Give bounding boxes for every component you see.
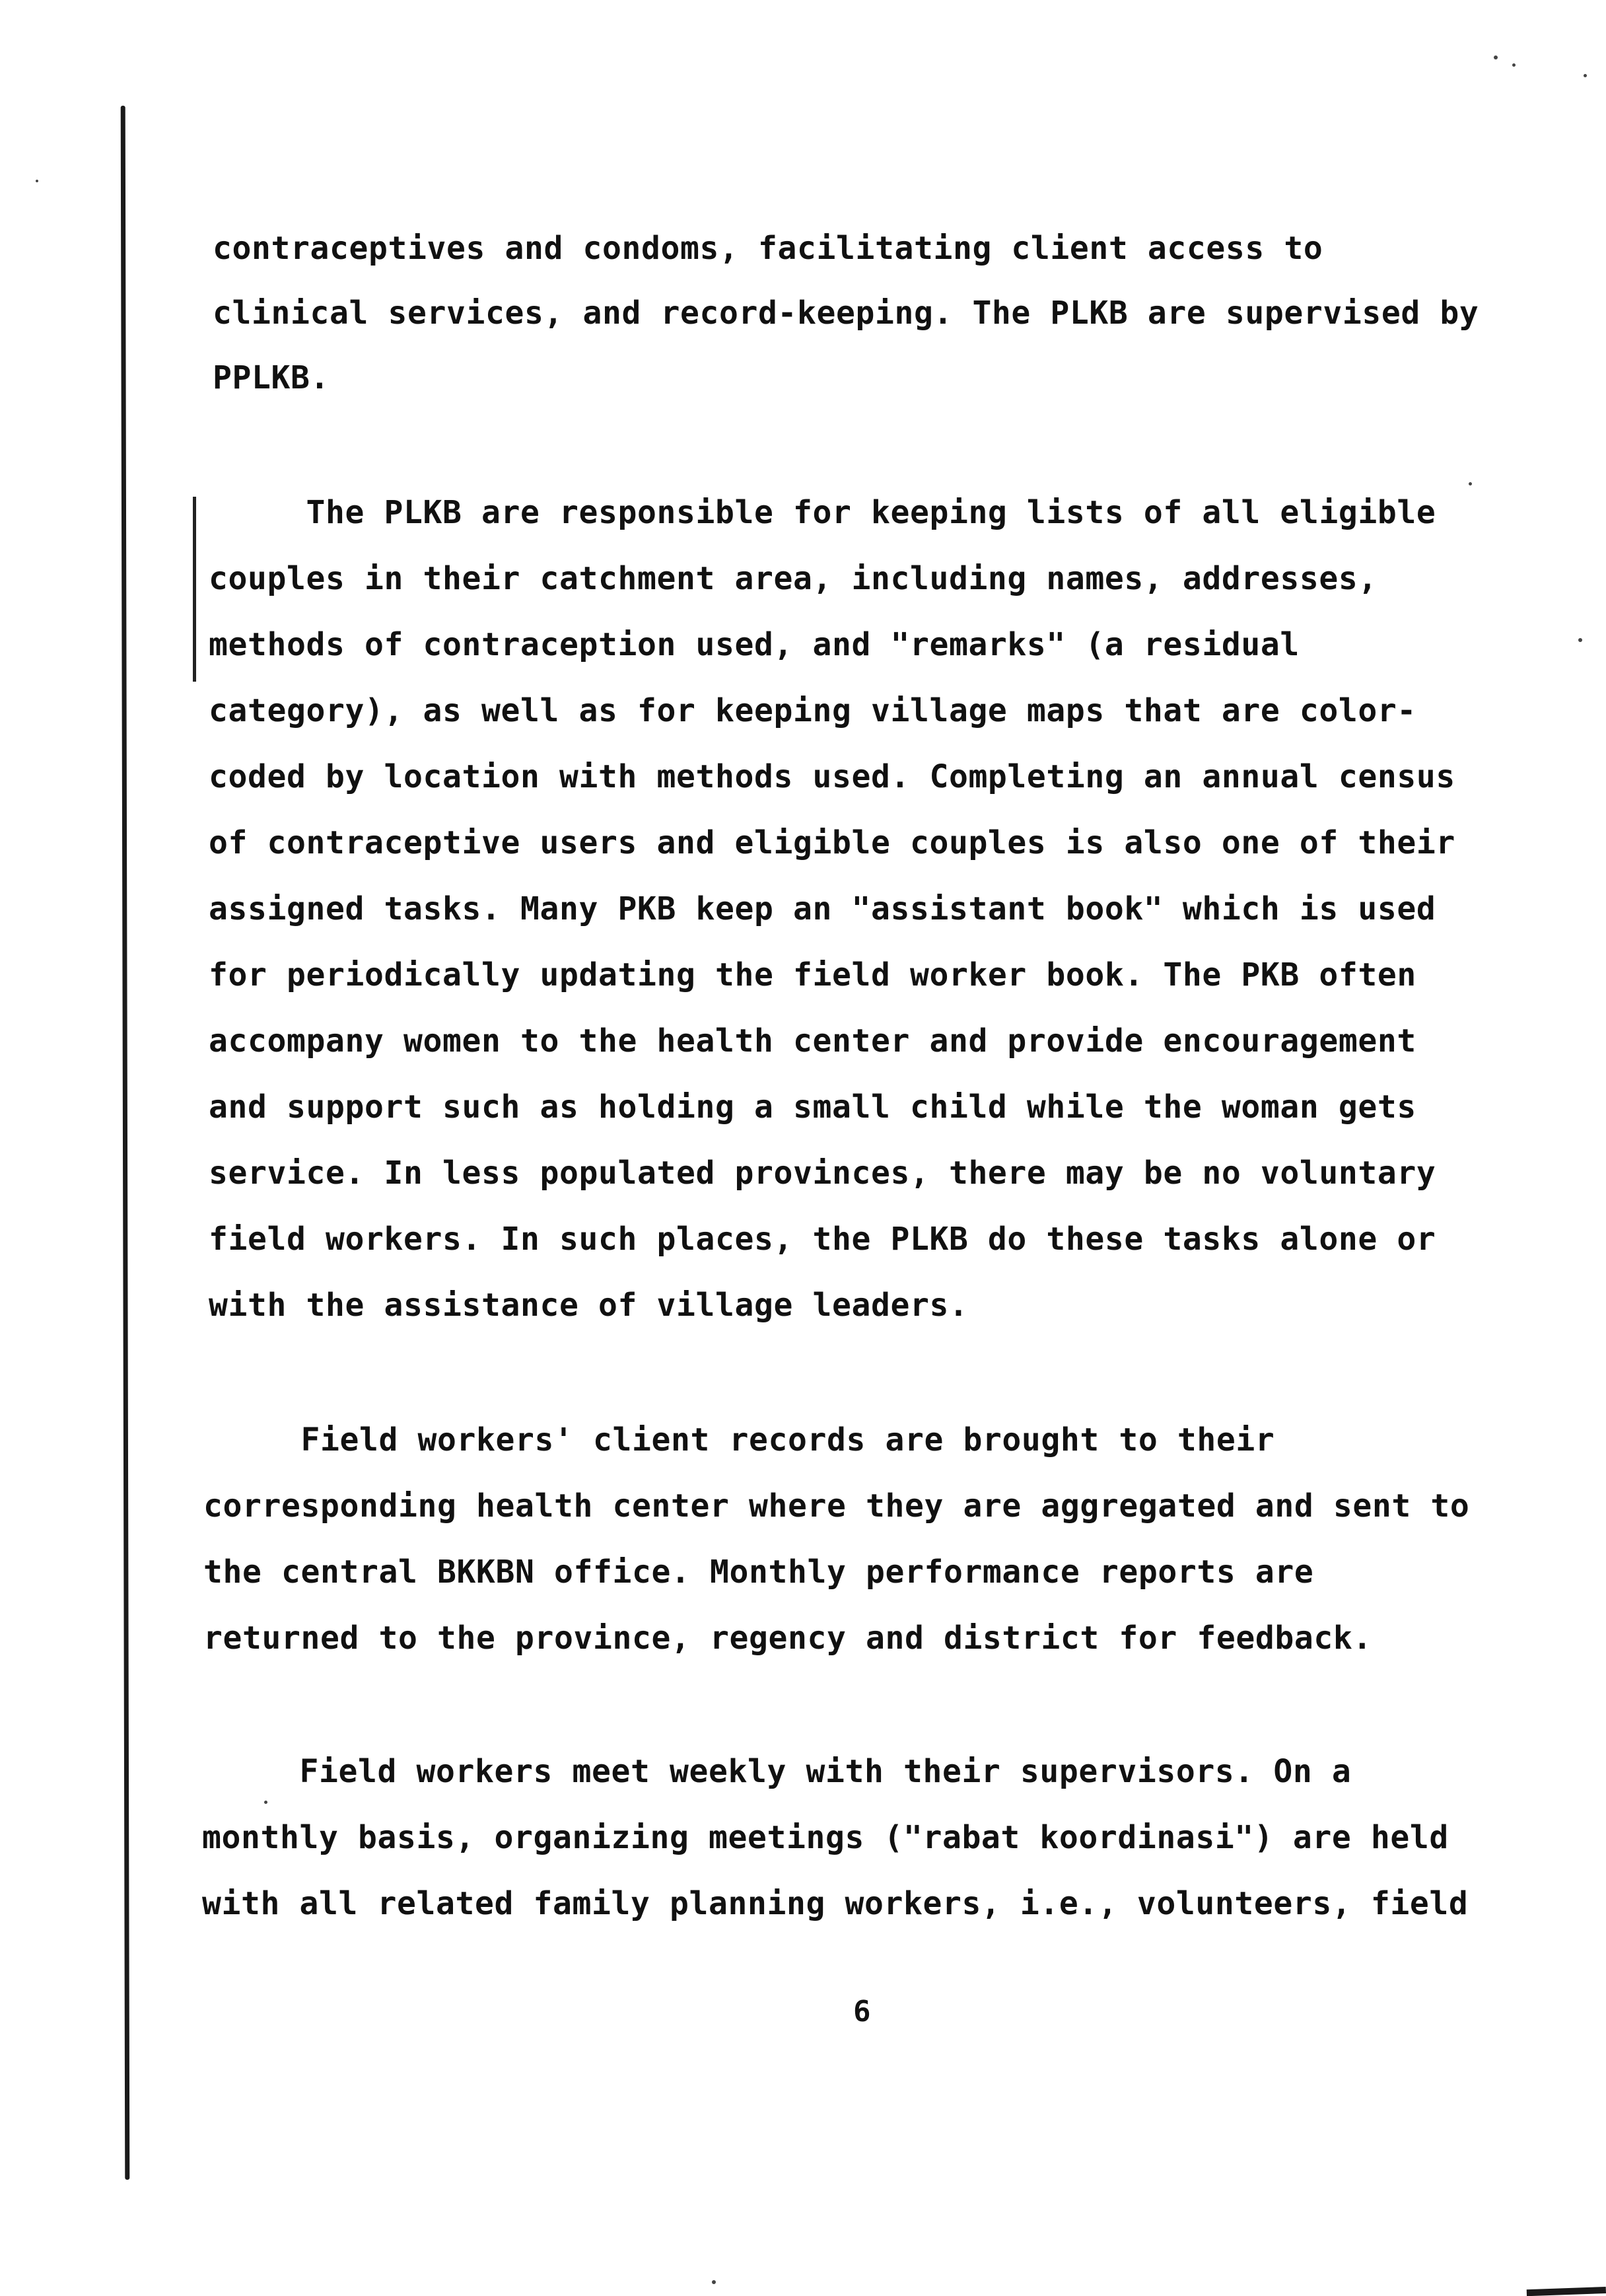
text-line: Field workers meet weekly with their supervisors. On a	[202, 1753, 1352, 1790]
text-line: corresponding health center where they are aggregated and sent to	[203, 1488, 1470, 1525]
scan-corner-mark	[1527, 2287, 1606, 2296]
text-line: The PLKB are responsible for keeping lists of all eligible	[209, 494, 1436, 531]
text-line: for periodically updating the field worker book. The PKB often	[209, 956, 1416, 993]
text-line: and support such as holding a small child while the woman gets	[209, 1089, 1416, 1126]
text-line: returned to the province, regency and district for feedback.	[203, 1620, 1372, 1657]
text-line: category), as well as for keeping village maps that are color-	[209, 692, 1416, 729]
scan-speck	[1469, 482, 1472, 485]
scan-speck	[36, 180, 38, 182]
scan-speck	[1512, 63, 1516, 67]
text-line: with all related family planning workers, i.e., volunteers, field	[202, 1885, 1469, 1922]
text-line: contraceptives and condoms, facilitating client access to	[213, 230, 1323, 267]
text-line: Field workers' client records are brought to their	[203, 1421, 1275, 1458]
text-line: PPLKB.	[213, 359, 330, 396]
text-line: service. In less populated provinces, there may be no voluntary	[209, 1155, 1436, 1192]
text-line: methods of contraception used, and "remarks" (a residual	[209, 626, 1300, 663]
text-line: coded by location with methods used. Completing an annual census	[209, 758, 1455, 795]
text-line: assigned tasks. Many PKB keep an "assistant book" which is used	[209, 890, 1436, 927]
scan-speck	[264, 1801, 267, 1804]
text-line: monthly basis, organizing meetings ("rabat koordinasi") are held	[202, 1819, 1449, 1856]
text-line: field workers. In such places, the PLKB do these tasks alone or	[209, 1221, 1436, 1258]
margin-bar	[193, 497, 196, 682]
page-number: 6	[853, 1995, 871, 2028]
text-line: the central BKKBN office. Monthly performance reports are	[203, 1554, 1314, 1591]
scan-speck	[1494, 55, 1498, 59]
text-line: clinical services, and record-keeping. The PLKB are supervised by	[213, 295, 1479, 332]
text-line: of contraceptive users and eligible couples is also one of their	[209, 824, 1455, 861]
text-line: accompany women to the health center and provide encouragement	[209, 1022, 1416, 1059]
scan-speck	[1584, 74, 1587, 77]
scan-speck	[1578, 638, 1582, 642]
scan-edge-line	[121, 106, 130, 2180]
scan-speck	[712, 2280, 716, 2284]
text-line: couples in their catchment area, including names, addresses,	[209, 560, 1378, 597]
text-line: with the assistance of village leaders.	[209, 1287, 969, 1324]
